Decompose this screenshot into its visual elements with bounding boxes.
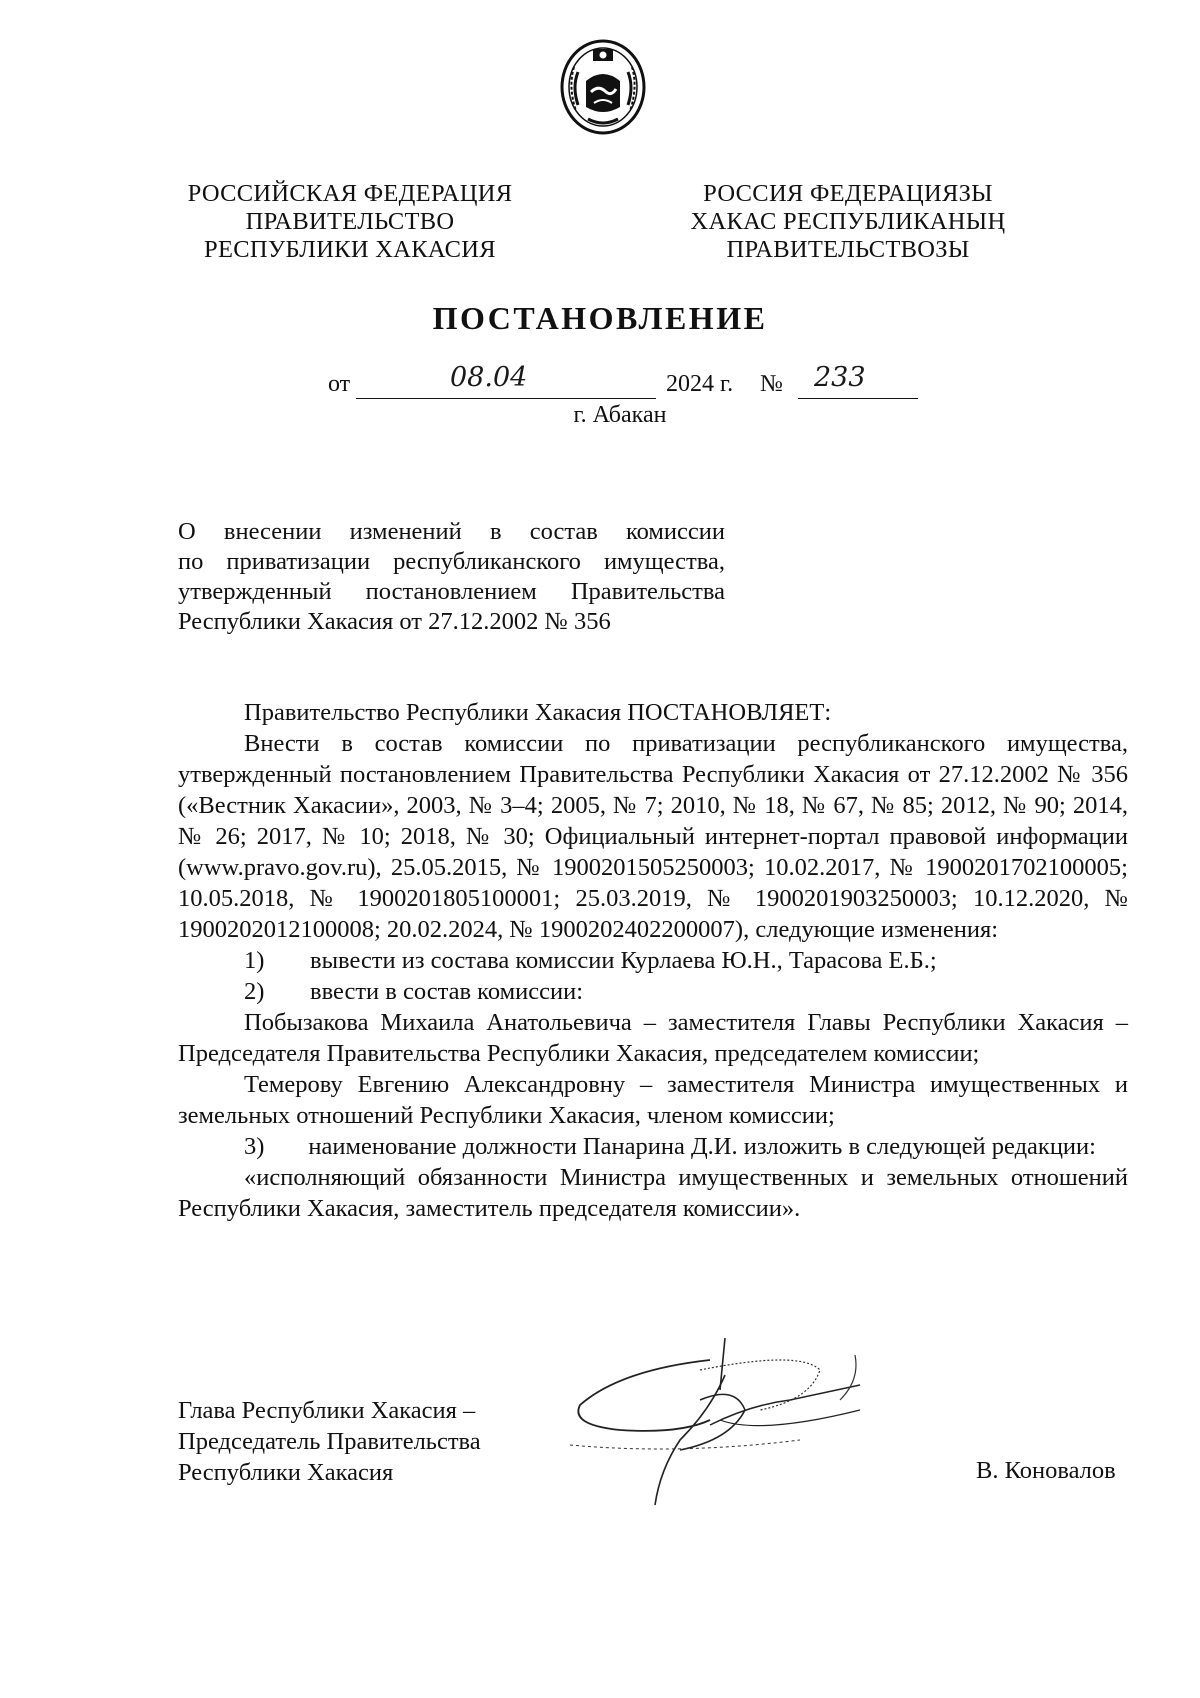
- signatory-position: [178, 1395, 481, 1488]
- date-underline: [356, 398, 656, 399]
- subject-line-3: утвержденный постановлением Правительства: [178, 578, 725, 605]
- document-subject: [178, 517, 725, 637]
- list-item-2-number: 2): [244, 978, 265, 1005]
- date-number-line: [328, 362, 948, 405]
- subject-line-1: О внесении изменений в состав комиссии: [178, 518, 725, 545]
- header-right-block: [678, 180, 1018, 264]
- header-left-line-1: РОССИЙСКАЯ ФЕДЕРАЦИЯ: [187, 180, 513, 207]
- quote-paragraph: «исполняющий обязанности Министра имущественных и земельных отношений Республики Хакасия, заместитель председателя комиссии».: [178, 1164, 1128, 1222]
- member-paragraph-1: Побызакова Михаила Анатольевича – заместителя Главы Республики Хакасия – Председателя Правительства Республики Хакасия, председателем комиссии;: [178, 1009, 1128, 1067]
- signatory-position-line-2: Председатель Правительства: [178, 1428, 481, 1455]
- header-left-block: [170, 180, 530, 264]
- subject-line-2: по приватизации республиканского имущества,: [178, 548, 725, 575]
- city: г. Абакан: [573, 402, 667, 428]
- list-item-1: [178, 945, 1128, 976]
- member-paragraph-2: Темерову Евгению Александровну – заместителя Министра имущественных и земельных отношений Республики Хакасия, членом комиссии;: [178, 1071, 1128, 1129]
- year-label: 2024 г.: [666, 371, 734, 397]
- number-label: №: [760, 371, 783, 397]
- header-right-line-2: ХАКАС РЕСПУБЛИКАНЫҢ: [690, 208, 1006, 235]
- number-underline: [798, 398, 918, 399]
- header-left-line-3: РЕСПУБЛИКИ ХАКАСИЯ: [204, 236, 496, 263]
- list-item-3-text: наименование должности Панарина Д.И. изложить в следующей редакции:: [308, 1133, 1096, 1160]
- list-item-3: [178, 1131, 1128, 1162]
- main-paragraph: Внести в состав комиссии по приватизации республиканского имущества, утвержденный постановлением Правительства Республики Хакасия от 27.12.2002 № 356 («Вестник Хакасии», 2003, № 3–4; 2005, № 7; 2010, № 18, № 67, № 85; 2012, № 90; 2014, № 26; 2017, № 10; 2018, № 30; Официальный интернет-портал правовой информации (www.pravo.gov.ru), 25.05.2015, № 1900201505250003; 10.02.2017, № 1900201702100005; 10.05.2018, № 1900201805100001; 25.03.2019, № 1900201903250003; 10.12.2020, № 1900202012100008; 20.02.2024, № 1900202402200007), следующие изменения:: [178, 730, 1128, 943]
- list-item-2-text: ввести в состав комиссии:: [310, 978, 584, 1005]
- document-body: [178, 697, 1128, 1224]
- coat-of-arms-emblem: [558, 37, 648, 137]
- header-left-line-2: ПРАВИТЕЛЬСТВО: [245, 208, 455, 235]
- header-right-line-1: РОССИЯ ФЕДЕРАЦИЯЗЫ: [703, 180, 993, 207]
- signatory-name: В. Коновалов: [976, 1457, 1116, 1484]
- list-item-2: [178, 976, 1128, 1007]
- header-right-line-3: ПРАВИТЕЛЬСТВОЗЫ: [726, 236, 970, 263]
- document-title: ПОСТАНОВЛЕНИЕ: [432, 300, 768, 336]
- list-item-1-text: вывести из состава комиссии Курлаева Ю.Н., Тарасова Е.Б.;: [310, 947, 937, 974]
- handwritten-signature: [560, 1330, 890, 1530]
- signatory-position-line-3: Республики Хакасия: [178, 1459, 394, 1486]
- date-from-label: от: [328, 371, 351, 397]
- handwritten-date: 08.04: [450, 362, 528, 393]
- signatory-position-line-1: Глава Республики Хакасия –: [178, 1397, 476, 1424]
- preamble: Правительство Республики Хакасия ПОСТАНОВЛЯЕТ:: [244, 699, 832, 726]
- list-item-3-number: 3): [244, 1133, 265, 1160]
- subject-line-4: Республики Хакасия от 27.12.2002 № 356: [178, 608, 611, 635]
- handwritten-number: 233: [814, 362, 866, 393]
- list-item-1-number: 1): [244, 947, 265, 974]
